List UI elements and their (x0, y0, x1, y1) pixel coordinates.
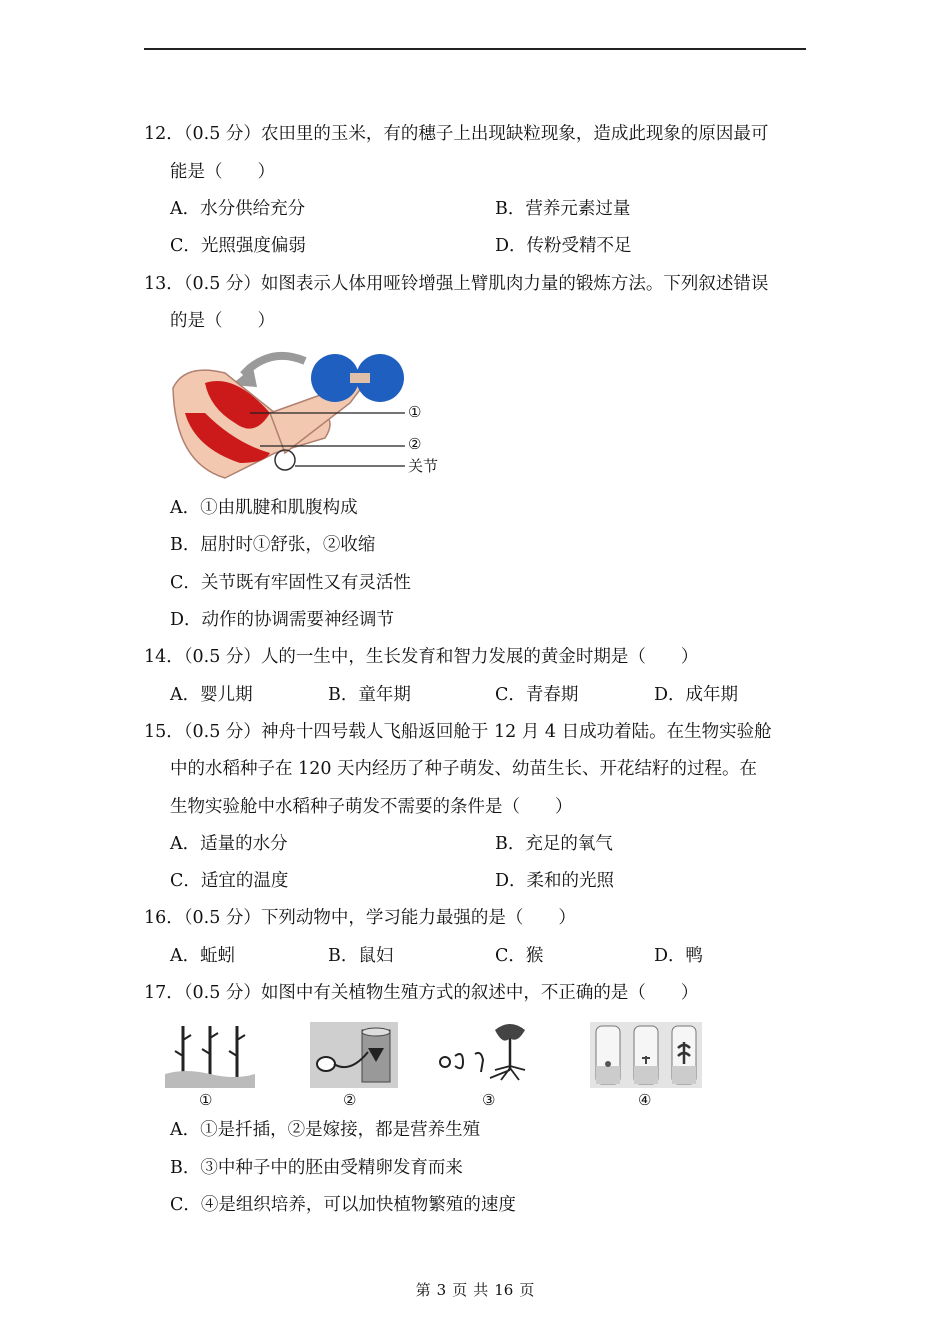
question-stem: 12．（0.5 分）农田里的玉米，有的穗子上出现缺粒现象，造成此现象的原因最可 (144, 124, 769, 144)
option-c[interactable]: C．青春期 (495, 685, 579, 705)
question-number: 13． (144, 274, 184, 294)
option-a[interactable]: A．蚯蚓 (170, 946, 236, 966)
question-stem-cont: 能是（ ） (170, 162, 275, 182)
option-d[interactable]: D．传粉受精不足 (495, 236, 632, 256)
figure-label-1: ① (199, 1091, 213, 1109)
figure-label-2: ② (343, 1091, 357, 1109)
total-pages: 16 (494, 1281, 514, 1299)
question-stem: 16．（0.5 分）下列动物中，学习能力最强的是（ ） (144, 908, 576, 928)
option-d[interactable]: D．柔和的光照 (495, 871, 615, 891)
option-d[interactable]: D．动作的协调需要神经调节 (170, 610, 395, 630)
question-stem-cont: 生物实验舱中水稻种子萌发不需要的条件是（ ） (170, 797, 573, 817)
question-stem: 13．（0.5 分）如图表示人体用哑铃增强上臂肌肉力量的锻炼方法。下列叙述错误 (144, 274, 769, 294)
option-d[interactable]: D．成年期 (654, 685, 739, 705)
page-footer: 第 3 页 共 16 页 (415, 1281, 535, 1299)
question-score: （0.5 分） (183, 983, 261, 1003)
option-a[interactable]: A．①是扦插，②是嫁接，都是营养生殖 (170, 1120, 481, 1140)
question-number: 17． (144, 983, 184, 1003)
question-score: （0.5 分） (183, 722, 261, 742)
question-number: 16． (144, 908, 184, 928)
question-score: （0.5 分） (183, 647, 261, 667)
option-a[interactable]: A．适量的水分 (170, 834, 288, 854)
question-stem: 15．（0.5 分）神舟十四号载人飞船返回舱于 12 月 4 日成功着陆。在生物实验舱 (144, 722, 772, 742)
option-b[interactable]: B．鼠妇 (328, 946, 394, 966)
question-score: （0.5 分） (183, 124, 261, 144)
cutting-figure (165, 1022, 255, 1088)
question-number: 12． (144, 124, 184, 144)
question-stem-cont: 的是（ ） (170, 311, 275, 331)
option-b[interactable]: B．③中种子中的胚由受精卵发育而来 (170, 1158, 463, 1178)
figure-label-4: ④ (638, 1091, 652, 1109)
option-c[interactable]: C．光照强度偏弱 (170, 236, 306, 256)
figure-label-2: ② (408, 435, 422, 453)
option-c[interactable]: C．猴 (495, 946, 544, 966)
question-number: 14． (144, 647, 184, 667)
question-stem: 14．（0.5 分）人的一生中，生长发育和智力发展的黄金时期是（ ） (144, 647, 699, 667)
hand (350, 373, 370, 383)
page-number: 3 (436, 1281, 447, 1299)
option-b[interactable]: B．营养元素过量 (495, 199, 631, 219)
option-b[interactable]: B．屈肘时①舒张，②收缩 (170, 535, 376, 555)
figure-label-joint: 关节 (408, 457, 439, 475)
figure-label-1: ① (408, 403, 422, 421)
question-score: （0.5 分） (183, 908, 261, 928)
question-stem: 17．（0.5 分）如图中有关植物生殖方式的叙述中，不正确的是（ ） (144, 983, 699, 1003)
option-a[interactable]: A．婴儿期 (170, 685, 253, 705)
option-a[interactable]: A．①由肌腱和肌腹构成 (170, 498, 358, 518)
tissue-culture-figure (590, 1022, 702, 1088)
option-c[interactable]: C．④是组织培养，可以加快植物繁殖的速度 (170, 1195, 516, 1215)
question-number: 15． (144, 722, 184, 742)
option-c[interactable]: C．关节既有牢固性又有灵活性 (170, 573, 411, 593)
figure-label-3: ③ (482, 1091, 496, 1109)
option-d[interactable]: D．鸭 (654, 946, 704, 966)
grafting-figure (310, 1022, 398, 1088)
seed-plant-figure (435, 1020, 540, 1086)
header-rule (144, 48, 806, 50)
option-b[interactable]: B．充足的氧气 (495, 834, 613, 854)
option-a[interactable]: A．水分供给充分 (170, 199, 306, 219)
question-score: （0.5 分） (183, 274, 261, 294)
option-b[interactable]: B．童年期 (328, 685, 411, 705)
option-c[interactable]: C．适宜的温度 (170, 871, 289, 891)
question-stem-cont: 中的水稻种子在 120 天内经历了种子萌发、幼苗生长、开花结籽的过程。在 (170, 759, 758, 779)
